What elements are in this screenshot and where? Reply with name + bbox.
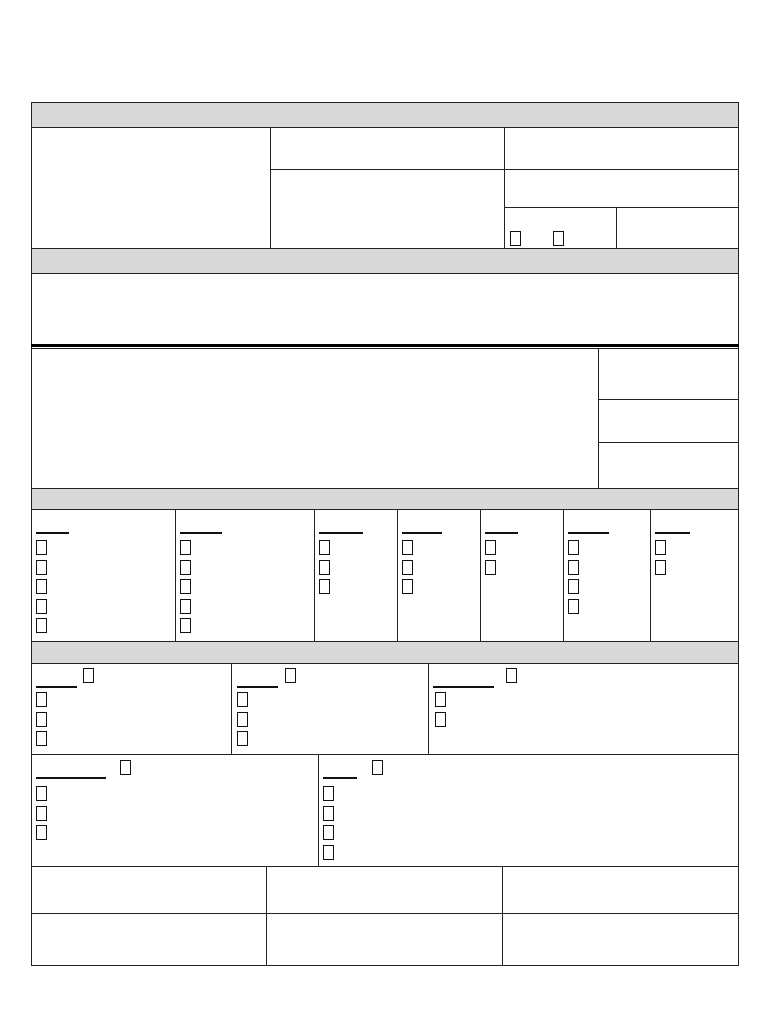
checkbox[interactable] bbox=[285, 668, 296, 683]
field-cell-s1-right-top[interactable] bbox=[504, 127, 739, 170]
field-cell-s3-right-2[interactable] bbox=[598, 399, 739, 443]
checkbox-stack bbox=[36, 786, 47, 840]
checkbox-column-s4-6 bbox=[563, 509, 651, 642]
checkbox[interactable] bbox=[402, 579, 413, 594]
checkbox[interactable] bbox=[553, 231, 564, 246]
checkbox[interactable] bbox=[435, 712, 446, 727]
checkbox[interactable] bbox=[485, 560, 496, 575]
field-cell-s7-1[interactable] bbox=[31, 866, 267, 914]
checkbox-column-s4-5 bbox=[480, 509, 564, 642]
checkbox[interactable] bbox=[120, 760, 131, 775]
field-cell-s8-2[interactable] bbox=[266, 913, 503, 966]
field-cell-s2[interactable] bbox=[31, 273, 739, 349]
fill-in-line[interactable] bbox=[568, 532, 609, 534]
checkbox-column-s5-1 bbox=[31, 663, 232, 755]
checkbox-column-s4-7 bbox=[650, 509, 739, 642]
checkbox[interactable] bbox=[319, 540, 330, 555]
field-cell-s1-left[interactable] bbox=[31, 127, 271, 249]
fill-in-line[interactable] bbox=[319, 532, 363, 534]
checkbox-stack bbox=[180, 540, 191, 633]
checkbox[interactable] bbox=[180, 560, 191, 575]
checkbox-stack bbox=[435, 692, 446, 727]
section-bar-1 bbox=[31, 102, 739, 128]
checkbox-stack bbox=[319, 540, 330, 594]
checkbox-column-s4-1 bbox=[31, 509, 176, 642]
checkbox[interactable] bbox=[568, 579, 579, 594]
checkbox[interactable] bbox=[402, 540, 413, 555]
fill-in-line[interactable] bbox=[433, 686, 494, 688]
fill-in-line[interactable] bbox=[323, 777, 357, 779]
field-cell-s7-3[interactable] bbox=[502, 866, 739, 914]
checkbox[interactable] bbox=[36, 786, 47, 801]
fill-in-line[interactable] bbox=[402, 532, 442, 534]
checkbox[interactable] bbox=[319, 579, 330, 594]
checkbox-row-s1 bbox=[510, 231, 564, 246]
checkbox[interactable] bbox=[655, 540, 666, 555]
checkbox[interactable] bbox=[36, 806, 47, 821]
checkbox-column-s5-2 bbox=[231, 663, 429, 755]
checkbox-cell-s1 bbox=[504, 207, 617, 249]
field-cell-s1-right-bottom[interactable] bbox=[616, 207, 739, 249]
field-cell-s8-3[interactable] bbox=[502, 913, 739, 966]
fill-in-line[interactable] bbox=[180, 532, 222, 534]
fill-in-line[interactable] bbox=[36, 686, 77, 688]
checkbox[interactable] bbox=[568, 540, 579, 555]
field-cell-s3-left[interactable] bbox=[31, 348, 599, 489]
checkbox[interactable] bbox=[36, 712, 47, 727]
field-cell-s1-middle-top[interactable] bbox=[270, 127, 505, 170]
checkbox-stack bbox=[568, 540, 579, 614]
checkbox-stack bbox=[323, 786, 334, 860]
checkbox[interactable] bbox=[180, 599, 191, 614]
checkbox[interactable] bbox=[237, 692, 248, 707]
field-cell-s3-right-1[interactable] bbox=[598, 348, 739, 400]
checkbox-stack bbox=[485, 540, 496, 575]
checkbox-stack bbox=[402, 540, 413, 594]
checkbox[interactable] bbox=[319, 560, 330, 575]
checkbox-stack bbox=[655, 540, 666, 575]
checkbox[interactable] bbox=[323, 806, 334, 821]
field-cell-s7-2[interactable] bbox=[266, 866, 503, 914]
checkbox[interactable] bbox=[36, 540, 47, 555]
checkbox-column-s6-2 bbox=[318, 754, 739, 867]
checkbox[interactable] bbox=[323, 786, 334, 801]
fill-in-line[interactable] bbox=[485, 532, 518, 534]
checkbox[interactable] bbox=[372, 760, 383, 775]
checkbox[interactable] bbox=[435, 692, 446, 707]
checkbox-column-s4-3 bbox=[314, 509, 398, 642]
checkbox-stack bbox=[237, 692, 248, 746]
checkbox[interactable] bbox=[180, 579, 191, 594]
checkbox[interactable] bbox=[36, 825, 47, 840]
checkbox-column-s5-3 bbox=[428, 663, 739, 755]
checkbox[interactable] bbox=[180, 540, 191, 555]
checkbox-stack bbox=[36, 540, 47, 633]
checkbox[interactable] bbox=[568, 599, 579, 614]
checkbox[interactable] bbox=[36, 579, 47, 594]
checkbox[interactable] bbox=[180, 618, 191, 633]
field-cell-s3-right-3[interactable] bbox=[598, 442, 739, 489]
checkbox[interactable] bbox=[323, 845, 334, 860]
checkbox[interactable] bbox=[36, 618, 47, 633]
checkbox[interactable] bbox=[510, 231, 521, 246]
checkbox[interactable] bbox=[36, 560, 47, 575]
fill-in-line[interactable] bbox=[36, 532, 69, 534]
checkbox-stack bbox=[36, 692, 47, 746]
checkbox[interactable] bbox=[506, 668, 517, 683]
checkbox-column-s6-1 bbox=[31, 754, 319, 867]
fill-in-line[interactable] bbox=[655, 532, 690, 534]
fill-in-line[interactable] bbox=[36, 777, 106, 779]
section-bar-3 bbox=[31, 488, 739, 510]
field-cell-s8-1[interactable] bbox=[31, 913, 267, 966]
checkbox[interactable] bbox=[402, 560, 413, 575]
field-cell-s1-middle-bottom[interactable] bbox=[270, 169, 505, 249]
checkbox[interactable] bbox=[323, 825, 334, 840]
checkbox-column-s4-4 bbox=[397, 509, 481, 642]
checkbox[interactable] bbox=[655, 560, 666, 575]
checkbox[interactable] bbox=[83, 668, 94, 683]
checkbox-column-s4-2 bbox=[175, 509, 315, 642]
checkbox[interactable] bbox=[237, 731, 248, 746]
checkbox[interactable] bbox=[237, 712, 248, 727]
checkbox[interactable] bbox=[568, 560, 579, 575]
checkbox[interactable] bbox=[485, 540, 496, 555]
thick-divider-rule bbox=[31, 344, 739, 347]
section-bar-2 bbox=[31, 248, 739, 274]
field-cell-s1-right-middle[interactable] bbox=[504, 169, 739, 208]
checkbox[interactable] bbox=[36, 692, 47, 707]
section-bar-4 bbox=[31, 641, 739, 664]
checkbox[interactable] bbox=[36, 599, 47, 614]
checkbox[interactable] bbox=[36, 731, 47, 746]
fill-in-line[interactable] bbox=[237, 686, 278, 688]
